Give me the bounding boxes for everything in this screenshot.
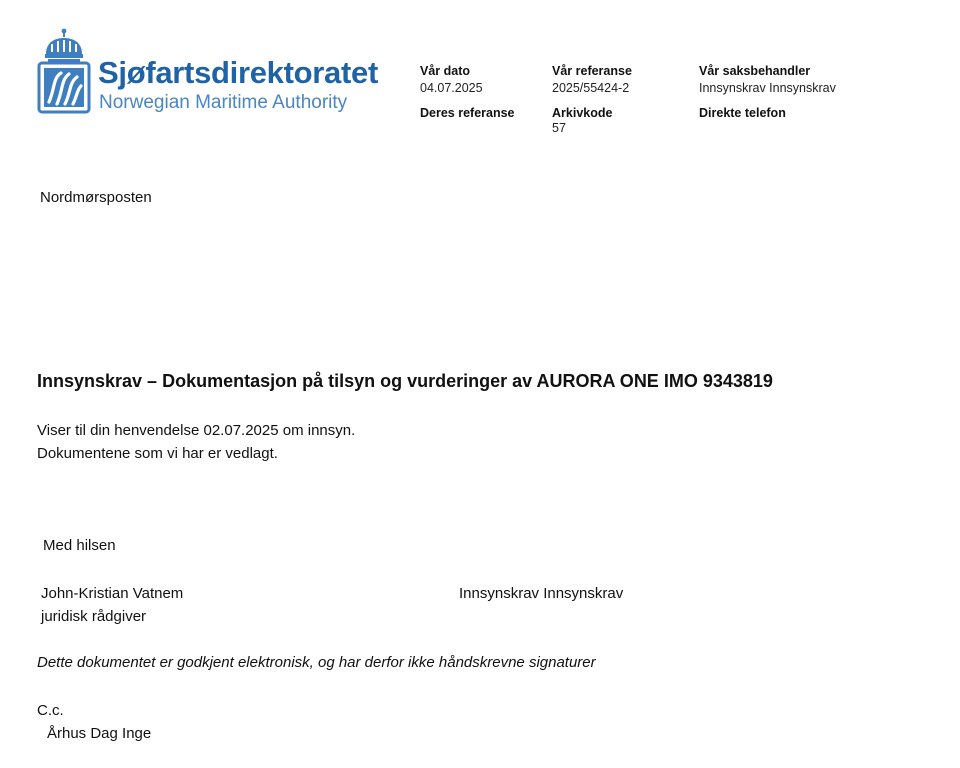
direkte-telefon-label: Direkte telefon — [699, 106, 786, 120]
body-line-2: Dokumentene som vi har er vedlagt. — [37, 445, 278, 462]
recipient: Nordmørsposten — [40, 189, 152, 206]
signer-1-name: John-Kristian Vatnem — [41, 585, 184, 602]
electronic-signature-note: Dette dokumentet er godkjent elektronisk, og har derfor ikke håndskrevne signaturer — [37, 654, 596, 671]
arkivkode-value: 57 — [552, 121, 566, 135]
logo-subtitle: Norwegian Maritime Authority — [99, 92, 348, 113]
logo-name: Sjøfartsdirektoratet — [98, 55, 378, 90]
var-referanse-value: 2025/55424-2 — [552, 81, 630, 95]
arkivkode-label: Arkivkode — [552, 106, 613, 120]
deres-referanse-label: Deres referanse — [420, 106, 515, 120]
signer-1-role: juridisk rådgiver — [41, 608, 147, 625]
cc-name: Århus Dag Inge — [47, 725, 152, 742]
crown-emblem-icon — [37, 28, 91, 114]
letter-title: Innsynskrav – Dokumentasjon på tilsyn og vurderinger av AURORA ONE IMO 9343819 — [37, 371, 773, 391]
var-dato-value: 04.07.2025 — [420, 81, 483, 95]
signer-2-name: Innsynskrav Innsynskrav — [459, 585, 624, 602]
body-line-1: Viser til din henvendelse 02.07.2025 om innsyn. — [37, 422, 356, 439]
saksbehandler-label: Vår saksbehandler — [699, 64, 811, 78]
var-dato-label: Vår dato — [420, 64, 471, 78]
saksbehandler-value: Innsynskrav Innsynskrav — [699, 81, 836, 95]
cc-label: C.c. — [37, 702, 64, 719]
greeting: Med hilsen — [43, 537, 116, 554]
var-referanse-label: Vår referanse — [552, 64, 632, 78]
